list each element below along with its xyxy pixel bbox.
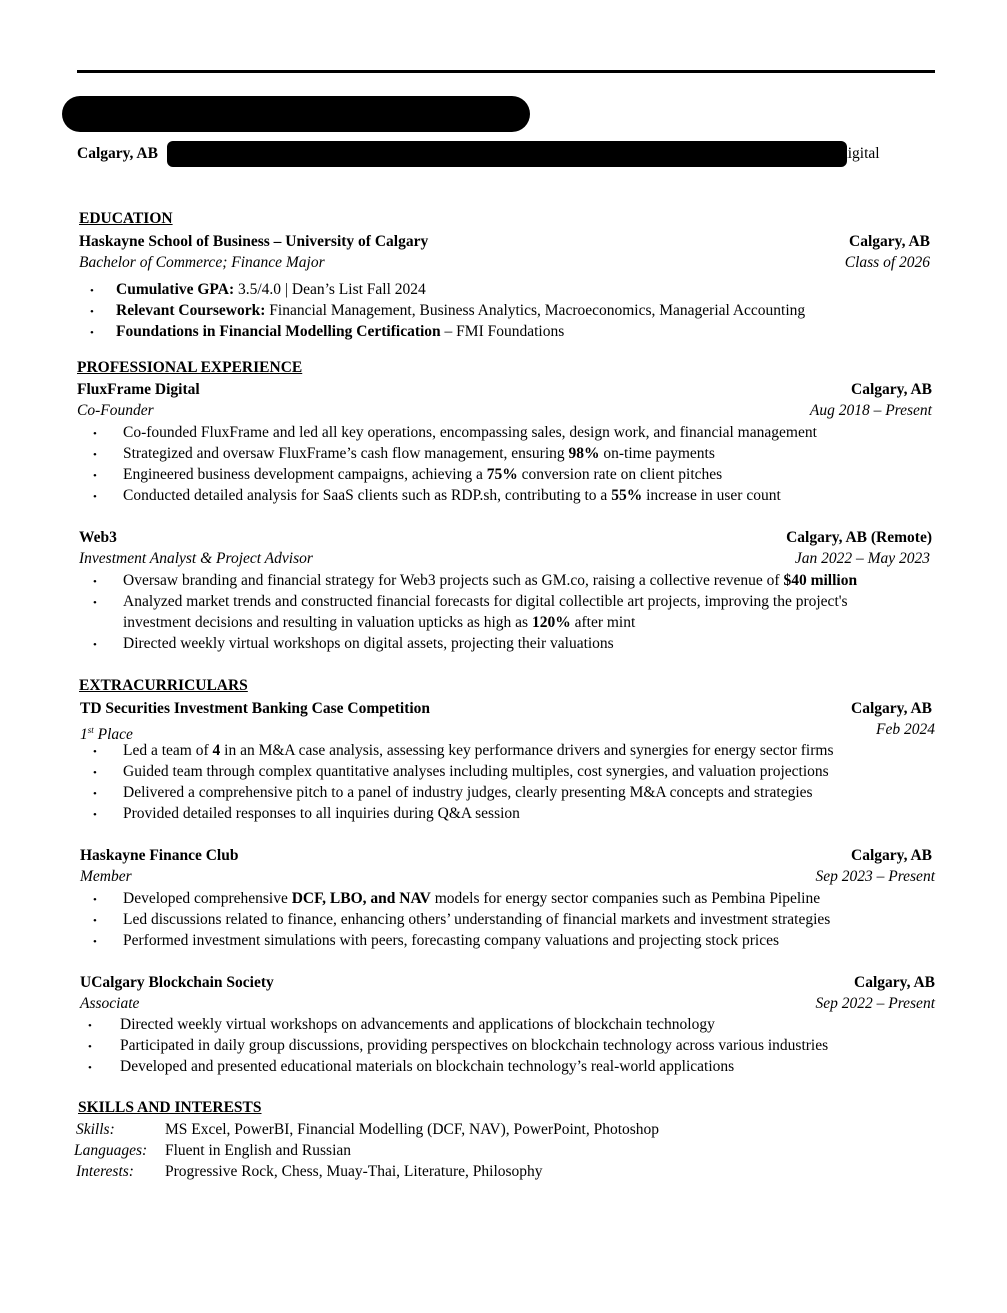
list-item: Co-founded FluxFrame and led all key operations, encompassing sales, design work, and financial management <box>123 424 817 441</box>
bullet-icon: • <box>93 767 97 779</box>
list-item <box>123 741 834 761</box>
list-item-text: Led a team of <box>123 742 213 759</box>
bullet-icon: • <box>88 1041 92 1053</box>
td-date: Feb 2024 <box>876 721 935 738</box>
list-item-text: – FMI Foundations <box>440 323 565 340</box>
fluxframe-org: FluxFrame Digital <box>77 381 200 398</box>
list-item-label: Relevant Coursework: <box>116 302 266 319</box>
list-item <box>123 571 857 591</box>
list-item: Developed and presented educational materials on blockchain technology’s real-world applications <box>120 1058 735 1075</box>
languages-label: Languages: <box>74 1142 148 1159</box>
list-item-text: 3.5/4.0 | Dean’s List Fall 2024 <box>234 281 426 298</box>
list-item: Analyzed market trends and constructed financial forecasts for digital collectible art projects, improving the project's <box>123 593 848 610</box>
bullet-icon: • <box>93 491 97 503</box>
languages-value: Fluent in English and Russian <box>165 1142 351 1159</box>
bullet-icon: • <box>93 597 97 609</box>
contact-website: fluxframe.digital <box>775 145 880 162</box>
list-item-highlight: 55% <box>611 487 643 504</box>
redacted-contact-info <box>167 141 847 167</box>
contact-city: Calgary, AB <box>77 145 158 162</box>
list-item-highlight: 4 <box>212 742 221 759</box>
list-item-text: Engineered business development campaigns, achieving a <box>123 466 487 483</box>
list-item-highlight: $40 million <box>783 572 858 589</box>
td-org: TD Securities Investment Banking Case Competition <box>80 700 431 717</box>
bullet-icon: • <box>93 809 97 821</box>
list-item: Provided detailed responses to all inquiries during Q&A session <box>123 805 520 822</box>
web3-location: Calgary, AB (Remote) <box>786 529 932 546</box>
bullet-icon: • <box>93 449 97 461</box>
list-item: Guided team through complex quantitative analyses including multiples, cost synergies, and valuation projections <box>123 763 829 780</box>
list-item-text: Developed comprehensive <box>123 890 292 907</box>
skills-value: MS Excel, PowerBI, Financial Modelling (DCF, NAV), PowerPoint, Photoshop <box>165 1121 660 1138</box>
bullet-icon: • <box>93 428 97 440</box>
contact-separator: | <box>771 145 775 162</box>
list-item-text: models for energy sector companies such as Pembina Pipeline <box>430 890 821 907</box>
list-item-text: Oversaw branding and financial strategy for Web3 projects such as GM.co, raising a collective revenue of <box>123 572 784 589</box>
list-item-text: after mint <box>570 614 636 631</box>
list-item-text: Conducted detailed analysis for SaaS clients such as RDP.sh, contributing to a <box>123 487 612 504</box>
list-item-text: increase in user count <box>642 487 781 504</box>
list-item: Delivered a comprehensive pitch to a panel of industry judges, clearly presenting M&A concepts and strategies <box>123 784 813 801</box>
list-item-highlight: DCF, LBO, and NAV <box>291 890 431 907</box>
education-date: Class of 2026 <box>844 254 930 271</box>
list-item <box>123 486 781 506</box>
list-item: Participated in daily group discussions, providing perspectives on blockchain technology across various industries <box>120 1037 829 1054</box>
header-rule <box>77 70 935 73</box>
section-title-education: EDUCATION <box>79 210 173 227</box>
fluxframe-location: Calgary, AB <box>851 381 932 398</box>
section-title-extracurriculars: EXTRACURRICULARS <box>79 677 248 694</box>
bullet-icon: • <box>90 285 94 297</box>
interests-value: Progressive Rock, Chess, Muay-Thai, Literature, Philosophy <box>165 1163 543 1180</box>
interests-label: Interests: <box>76 1163 134 1180</box>
bullet-icon: • <box>93 915 97 927</box>
list-item-highlight: 120% <box>531 614 571 631</box>
list-item: Performed investment simulations with peers, forecasting company valuations and projecting stock prices <box>123 932 780 949</box>
section-title-skills: SKILLS AND INTERESTS <box>78 1099 262 1116</box>
bullet-icon: • <box>93 746 97 758</box>
web3-date: Jan 2022 – May 2023 <box>794 550 930 567</box>
bullet-icon: • <box>93 576 97 588</box>
education-school: Haskayne School of Business – University of Calgary <box>79 233 429 250</box>
redacted-name <box>62 96 530 132</box>
fluxframe-date: Aug 2018 – Present <box>809 402 932 419</box>
list-item: Directed weekly virtual workshops on digital assets, projecting their valuations <box>123 635 614 652</box>
list-item-highlight: 75% <box>486 466 518 483</box>
ubs-location: Calgary, AB <box>854 974 935 991</box>
list-item-text: Financial Management, Business Analytics, Macroeconomics, Managerial Accounting <box>265 302 806 319</box>
skills-label: Skills: <box>76 1121 115 1138</box>
fluxframe-role: Co-Founder <box>77 402 154 419</box>
contact-line <box>77 145 937 167</box>
list-item <box>123 444 715 464</box>
list-item-text: in an M&A case analysis, assessing key performance drivers and synergies for energy sector firms <box>220 742 834 759</box>
bullet-icon: • <box>90 306 94 318</box>
section-title-experience: PROFESSIONAL EXPERIENCE <box>77 359 303 376</box>
list-item-label: Foundations in Financial Modelling Certification <box>116 323 441 340</box>
ubs-date: Sep 2022 – Present <box>815 995 935 1012</box>
list-item-text: conversion rate on client pitches <box>517 466 723 483</box>
list-item-label: Cumulative GPA: <box>116 281 235 298</box>
list-item <box>123 889 820 909</box>
list-item-text: on-time payments <box>599 445 715 462</box>
education-degree: Bachelor of Commerce; Finance Major <box>79 254 325 271</box>
hfc-location: Calgary, AB <box>851 847 932 864</box>
bullet-icon: • <box>93 936 97 948</box>
bullet-icon: • <box>88 1020 92 1032</box>
ubs-org: UCalgary Blockchain Society <box>80 974 274 991</box>
list-item <box>116 280 426 300</box>
list-item: Led discussions related to finance, enhancing others’ understanding of financial markets and investment strategies <box>123 911 831 928</box>
hfc-org: Haskayne Finance Club <box>80 847 239 864</box>
td-role-text: Place <box>93 726 133 744</box>
bullet-icon: • <box>93 639 97 651</box>
list-item-text: Strategized and oversaw FluxFrame’s cash flow management, ensuring <box>123 445 569 462</box>
td-role-suffix: st <box>87 725 94 735</box>
web3-role: Investment Analyst & Project Advisor <box>79 550 313 567</box>
bullet-icon: • <box>93 894 97 906</box>
list-item <box>116 301 805 321</box>
td-role-number: 1 <box>80 726 88 744</box>
ubs-role: Associate <box>80 995 140 1012</box>
td-location: Calgary, AB <box>851 700 932 717</box>
education-location: Calgary, AB <box>849 233 930 250</box>
bullet-icon: • <box>88 1062 92 1074</box>
list-item: Directed weekly virtual workshops on advancements and applications of blockchain technology <box>120 1016 715 1033</box>
list-item <box>123 465 722 485</box>
bullet-icon: • <box>90 327 94 339</box>
bullet-icon: • <box>93 470 97 482</box>
list-item-text: investment decisions and resulting in valuation upticks as high as <box>123 614 532 631</box>
list-item-highlight: 98% <box>568 445 600 462</box>
web3-org: Web3 <box>79 529 117 546</box>
list-item <box>116 322 564 342</box>
hfc-role: Member <box>80 868 132 885</box>
list-item-continuation <box>123 613 635 633</box>
hfc-date: Sep 2023 – Present <box>815 868 935 885</box>
bullet-icon: • <box>93 788 97 800</box>
